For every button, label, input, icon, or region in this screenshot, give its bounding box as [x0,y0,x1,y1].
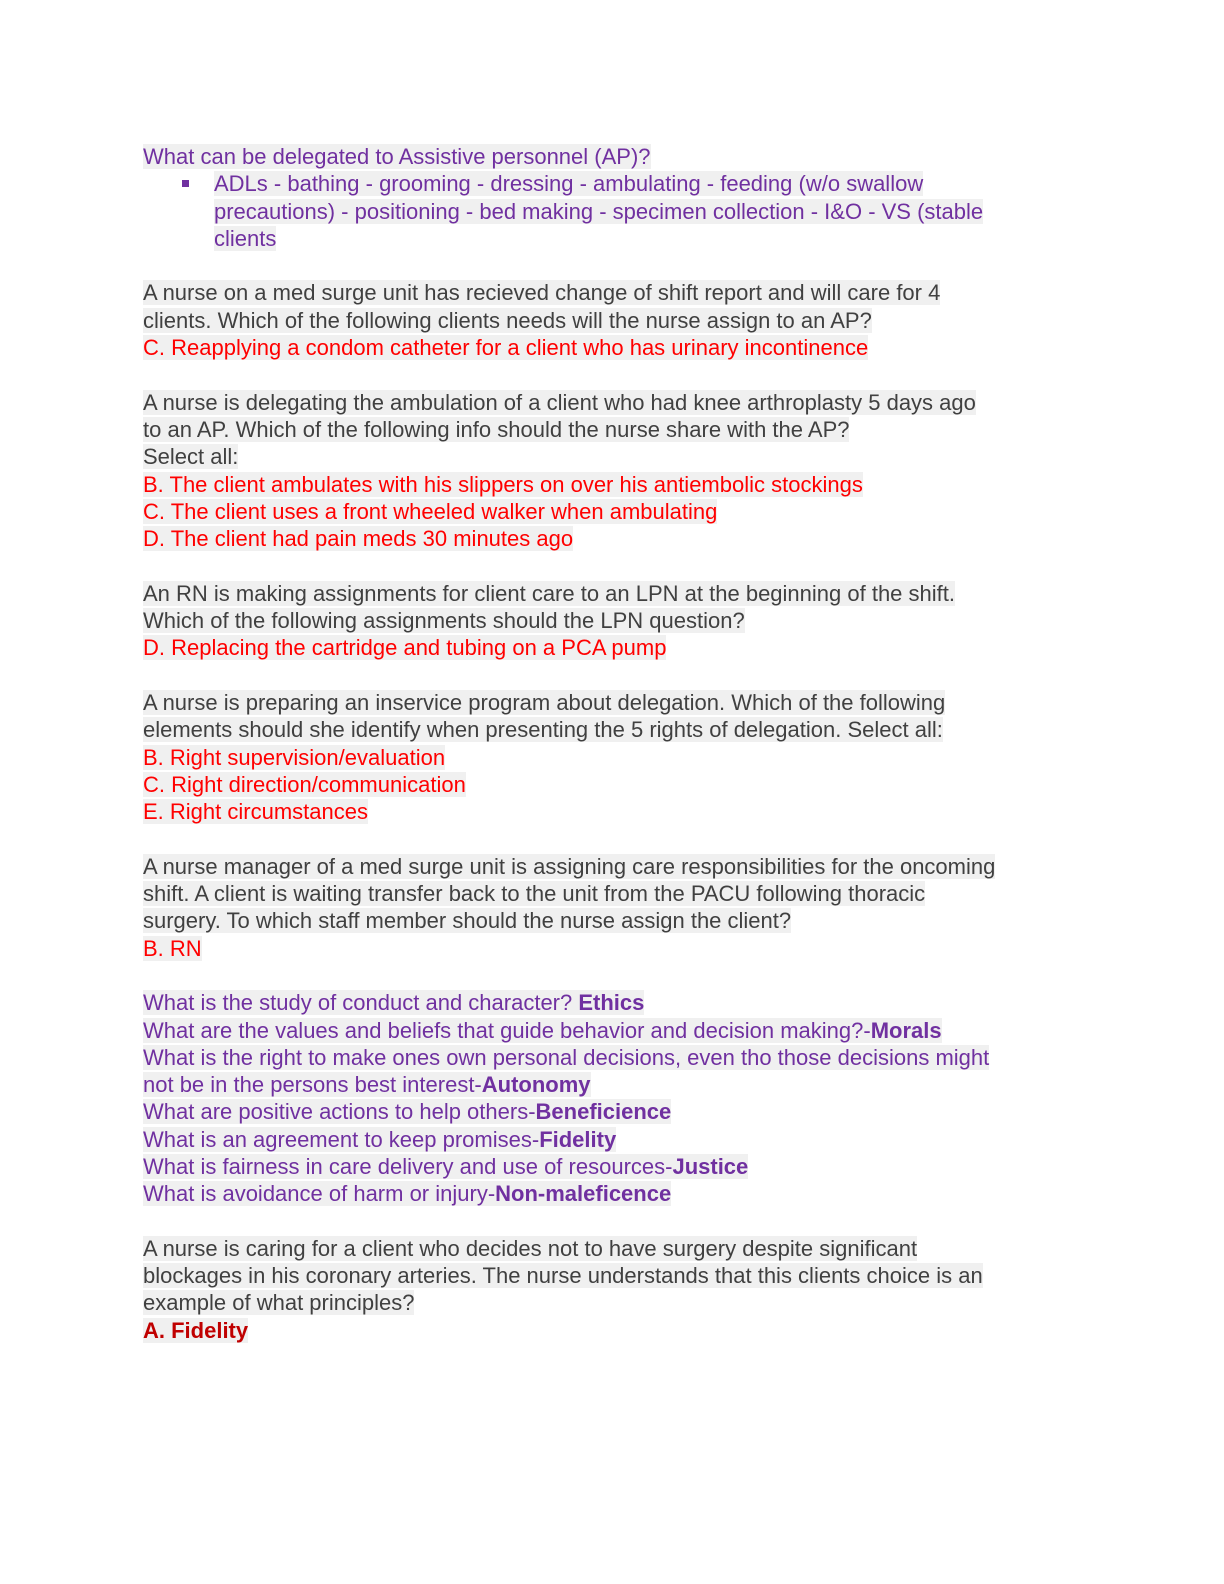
ethics-term: Fidelity [539,1126,617,1152]
ethics-definition: What is avoidance of harm or injury-Non-maleficence [143,1181,672,1207]
ap-bullet-item: ADLs - bathing - grooming - dressing - ambulating - feeding (w/o swallow [143,170,1083,197]
ethics-definition: What is fairness in care delivery and use of resources-Justice [143,1153,749,1179]
question-4-text: A nurse is preparing an inservice program about delegation. Which of the following [143,689,946,715]
ap-heading: What can be delegated to Assistive personnel (AP)? [143,144,651,169]
document-page [143,143,1083,1344]
ethics-definition: What is the study of conduct and character? Ethics [143,990,645,1016]
ap-bullet-continuation: clients [214,225,277,251]
question-2-answer: C. The client uses a front wheeled walker when ambulating [143,498,718,524]
question-1-answer: C. Reapplying a condom catheter for a client who has urinary incontinence [143,335,869,361]
question-2-text: A nurse is delegating the ambulation of a client who had knee arthroplasty 5 days ago [143,389,976,415]
question-2-text: Select all: [143,444,239,470]
ap-bullet-continuation: precautions) - positioning - bed making - specimen collection - I&O - VS (stable [214,198,984,224]
ethics-term: Justice [672,1153,749,1179]
question-6-text: blockages in his coronary arteries. The nurse understands that this clients choice is an [143,1263,983,1289]
question-1-text: A nurse on a med surge unit has recieved change of shift report and will care for 4 [143,280,941,306]
question-3-answer: D. Replacing the cartridge and tubing on a PCA pump [143,635,667,661]
question-2-answer: B. The client ambulates with his slippers on over his antiembolic stockings [143,471,863,497]
ethics-term: Beneficience [535,1099,672,1125]
ethics-term: Ethics [578,990,645,1016]
ethics-term: Morals [870,1017,942,1043]
question-3-text: An RN is making assignments for client care to an LPN at the beginning of the shift. [143,580,955,606]
ethics-definition: What is the right to make ones own personal decisions, even tho those decisions might [143,1044,990,1070]
square-bullet-icon [182,180,189,187]
question-5-answer: B. RN [143,935,202,961]
ethics-definition: What are positive actions to help others-Beneficience [143,1099,672,1125]
question-5-text: A nurse manager of a med surge unit is assigning care responsibilities for the oncoming [143,853,996,879]
ethics-definition: What are the values and beliefs that guide behavior and decision making?-Morals [143,1017,942,1043]
question-1-text: clients. Which of the following clients needs will the nurse assign to an AP? [143,307,872,333]
question-6-answer: A. Fidelity [143,1317,249,1343]
question-4-answer: B. Right supervision/evaluation [143,744,446,770]
question-4-answer: E. Right circumstances [143,799,368,825]
question-5-text: shift. A client is waiting transfer back to the unit from the PACU following thoracic [143,881,926,907]
question-6-text: A nurse is caring for a client who decides not to have surgery despite significant [143,1235,918,1261]
question-3-text: Which of the following assignments should the LPN question? [143,608,745,634]
question-5-text: surgery. To which staff member should the nurse assign the client? [143,908,792,934]
question-2-answer: D. The client had pain meds 30 minutes ago [143,526,574,552]
ethics-definition: What is an agreement to keep promises-Fidelity [143,1126,617,1152]
ethics-term: Autonomy [481,1072,591,1098]
ethics-term: Non-maleficence [495,1181,672,1207]
question-4-answer: C. Right direction/communication [143,771,466,797]
question-6-text: example of what principles? [143,1290,415,1316]
ethics-definition: not be in the persons best interest-Autonomy [143,1072,591,1098]
question-2-text: to an AP. Which of the following info should the nurse share with the AP? [143,416,850,442]
question-4-text: elements should she identify when presenting the 5 rights of delegation. Select all: [143,717,943,743]
